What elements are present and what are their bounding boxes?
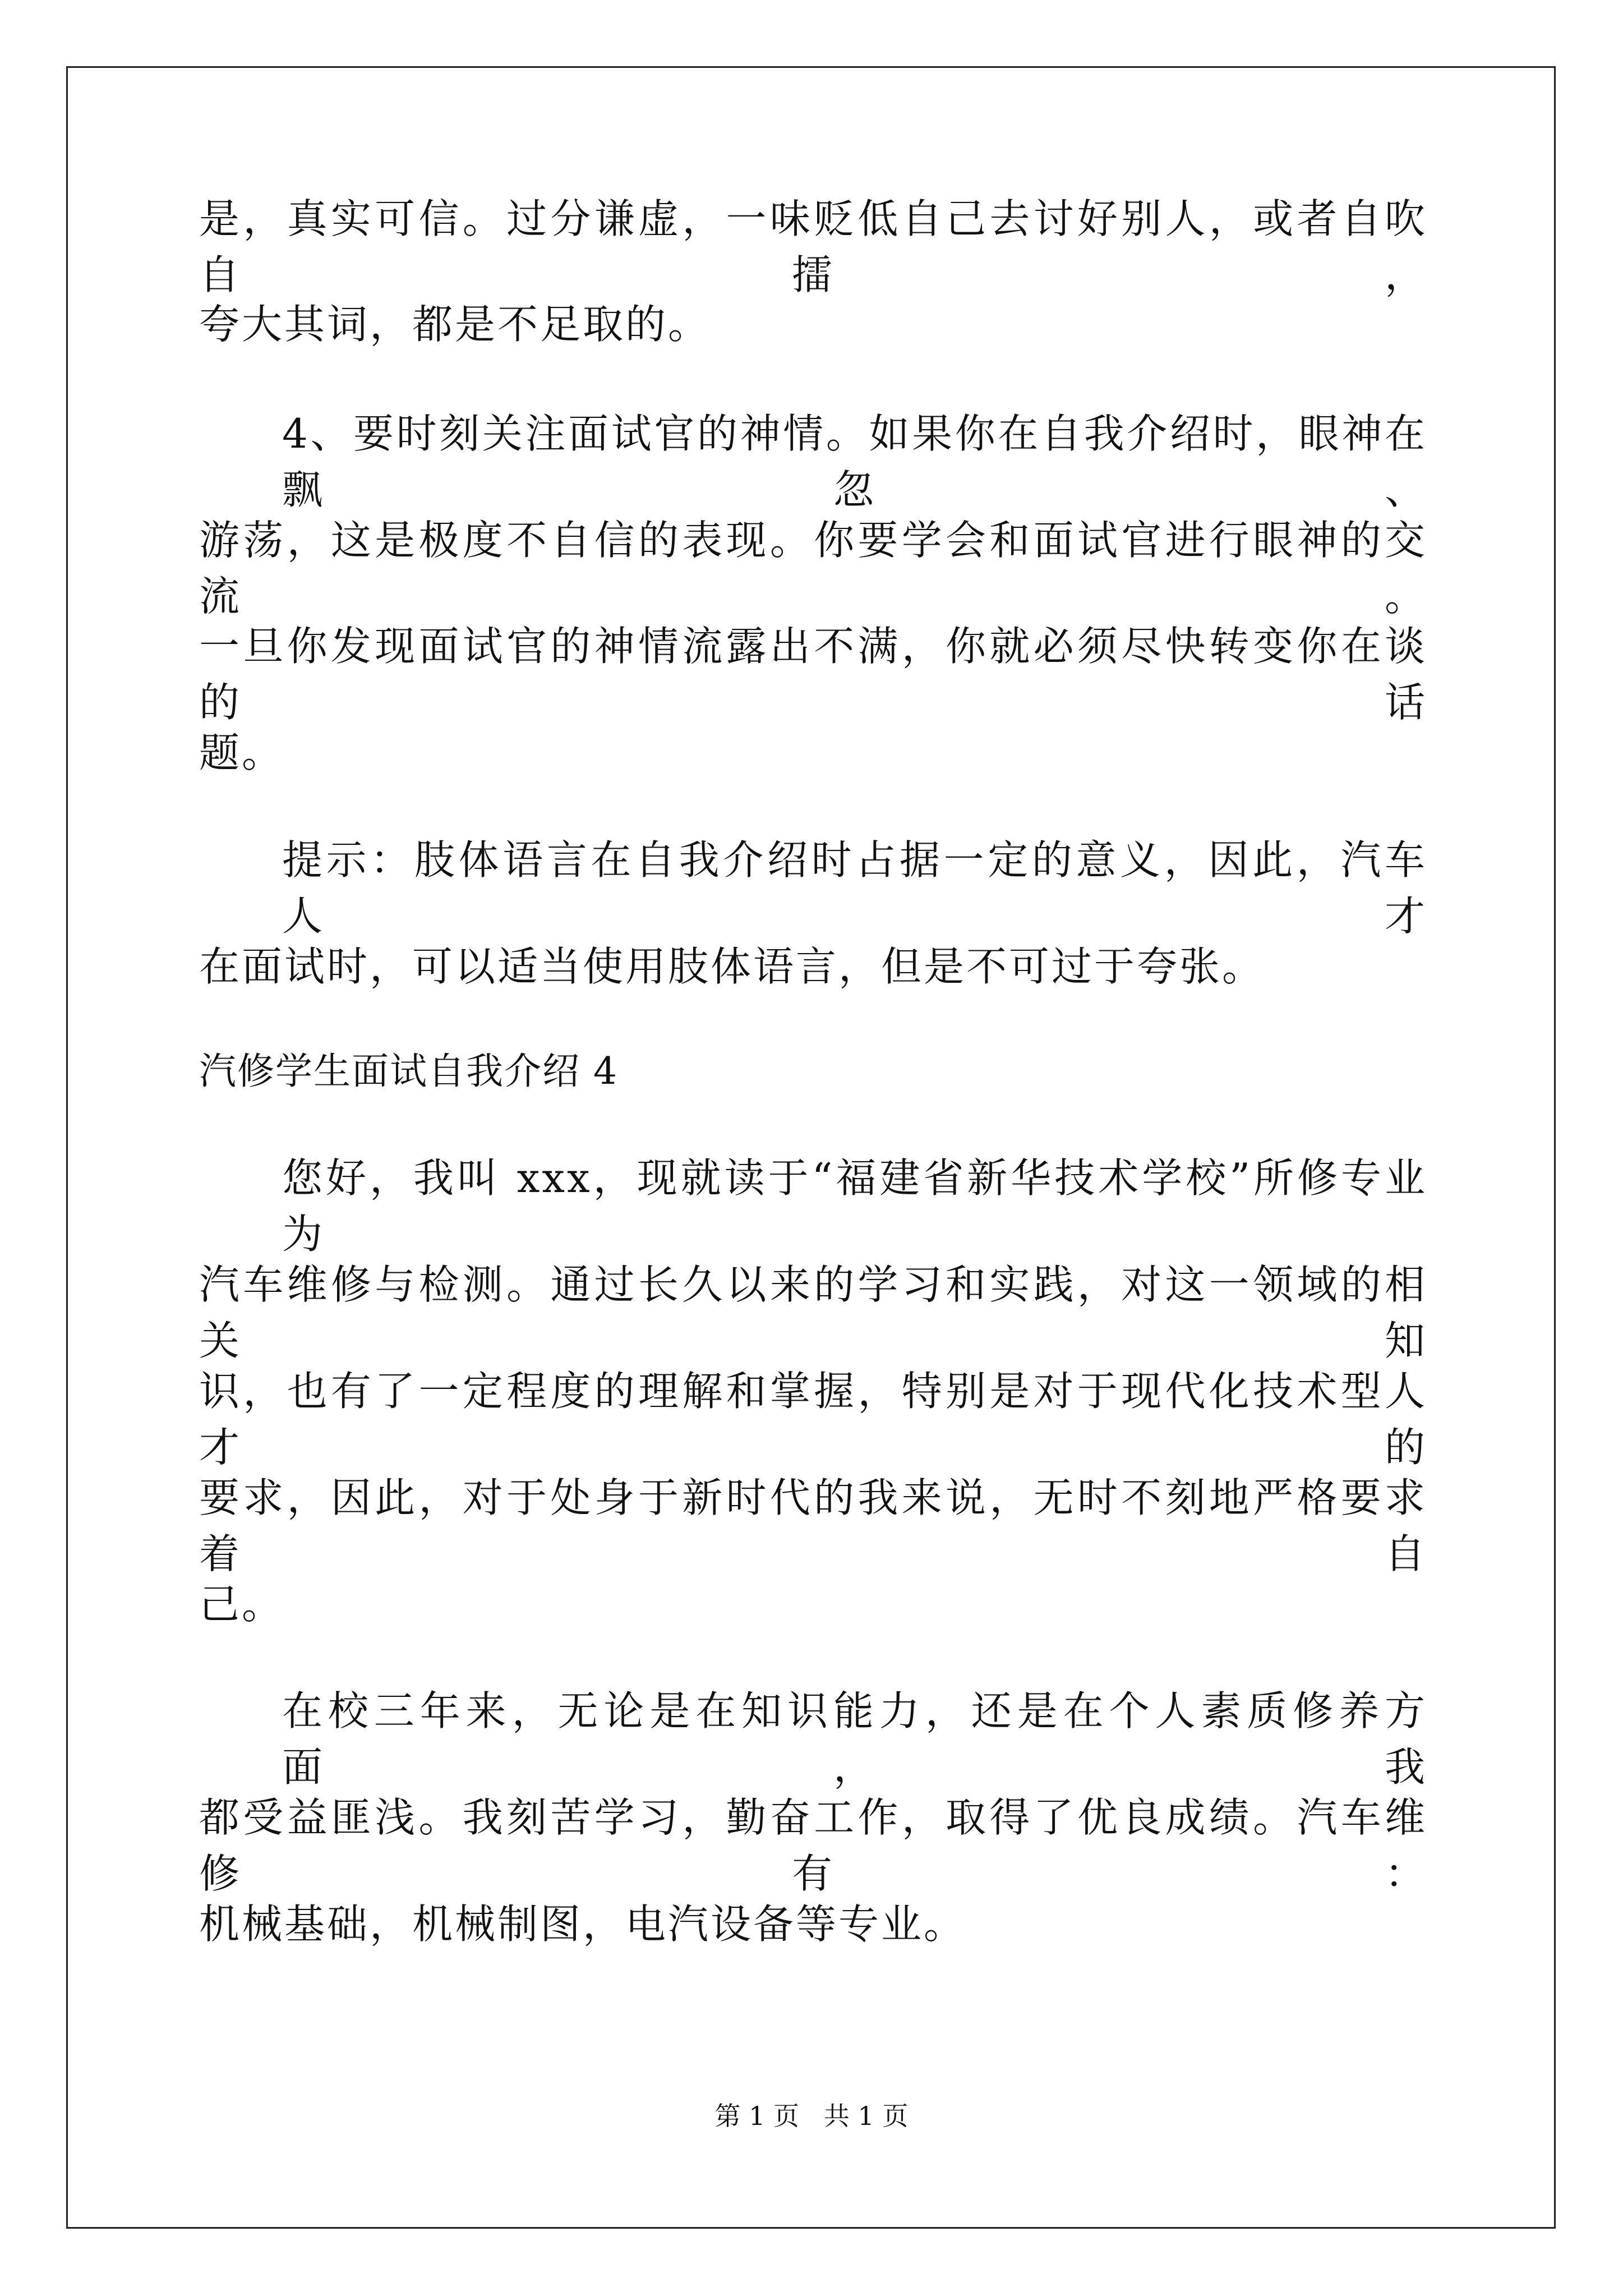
paragraph-line: 一旦你发现面试官的神情流露出不满，你就必须尽快转变你在谈的话 [199, 623, 1427, 726]
paragraph-line: 识，也有了一定程度的理解和掌握，特别是对于现代化技术型人才的 [199, 1368, 1427, 1471]
paragraph-line: 都受益匪浅。我刻苦学习，勤奋工作，取得了优良成绩。汽车维修有： [199, 1794, 1427, 1897]
paragraph-line: 是，真实可信。过分谦虚，一味贬低自己去讨好别人，或者自吹自擂， [199, 195, 1427, 298]
paragraph-line: 要求，因此，对于处身于新时代的我来说，无时不刻地严格要求着自 [199, 1474, 1427, 1577]
paragraph-line: 提示：肢体语言在自我介绍时占据一定的意义，因此，汽车人才 [282, 836, 1427, 940]
paragraph-line: 己。 [199, 1581, 285, 1628]
paragraph-line: 您好，我叫 xxx，现就读于“福建省新华技术学校”所修专业为 [282, 1154, 1427, 1258]
paragraph-line: 游荡，这是极度不自信的表现。你要学会和面试官进行眼神的交流。 [199, 517, 1427, 620]
paragraph-line: 题。 [199, 729, 285, 776]
page-footer: 第 1 页 共 1 页 [714, 2101, 909, 2131]
paragraph-line: 在面试时，可以适当使用肢体语言，但是不可过于夸张。 [199, 943, 1265, 990]
paragraph-line: 汽车维修与检测。通过长久以来的学习和实践，对这一领域的相关知 [199, 1261, 1427, 1364]
paragraph-line: 夸大其词，都是不足取的。 [199, 301, 711, 348]
paragraph-line: 在校三年来，无论是在知识能力，还是在个人素质修养方面，我 [282, 1687, 1427, 1791]
paragraph-line: 4、要时刻关注面试官的神情。如果你在自我介绍时，眼神在飘忽、 [282, 410, 1427, 513]
paragraph-line: 机械基础，机械制图，电汽设备等专业。 [199, 1901, 967, 1948]
section-heading: 汽修学生面试自我介绍 4 [199, 1050, 618, 1093]
